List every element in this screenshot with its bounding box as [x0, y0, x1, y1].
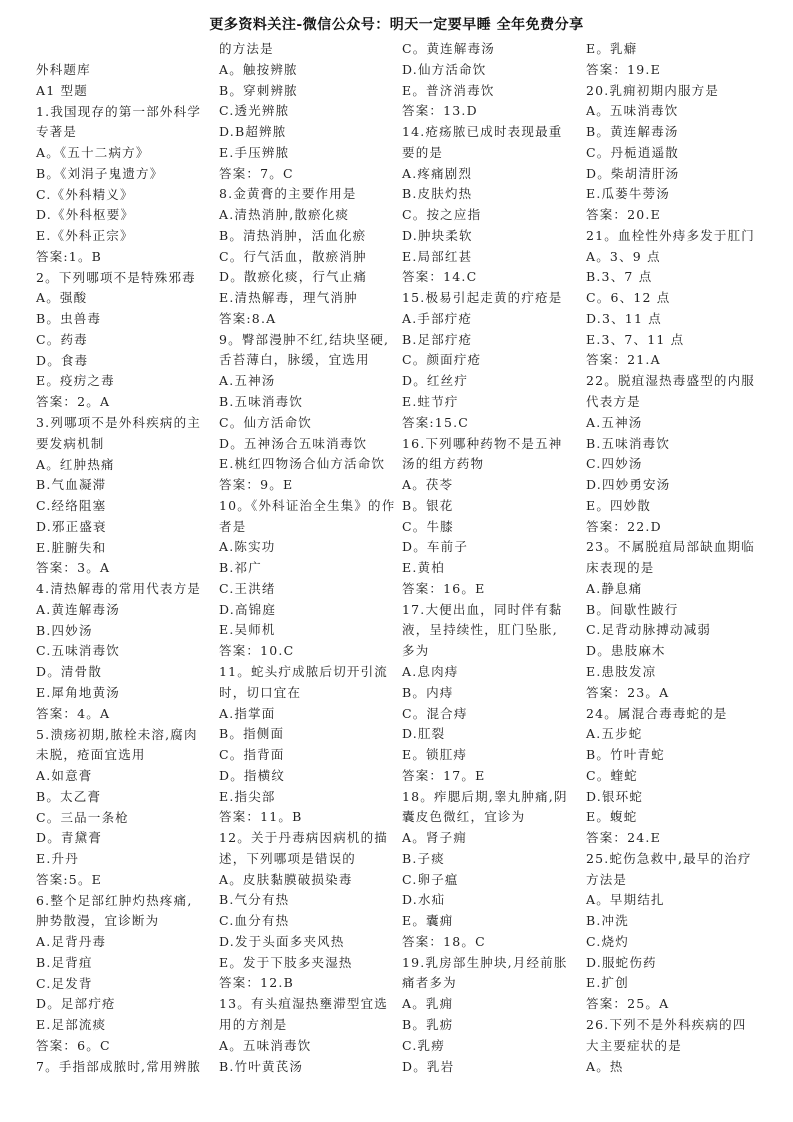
text-line: 18。痄腮后期,睾丸肿痛,阴 [402, 788, 568, 804]
text-line: E。普济消毒饮 [402, 82, 495, 98]
text-line: 1.我国现存的第一部外科学 [36, 103, 202, 119]
text-line: 答案:15.C [402, 414, 470, 430]
text-line: E。四妙散 [586, 497, 652, 513]
text-line: A.五步蛇 [586, 726, 643, 742]
text-line: 答案：2。A [36, 394, 111, 410]
text-line: C.烧灼 [586, 933, 629, 949]
text-line: A。强酸 [36, 290, 88, 306]
text-line: 答案：11。B [219, 809, 303, 825]
text-line: C。6、12 点 [586, 290, 671, 306]
text-line: B.祁广 [219, 560, 262, 576]
text-line: 代表方是 [586, 394, 641, 410]
text-line: C.足发背 [36, 975, 93, 991]
text-line: 答案：13.D [402, 103, 478, 119]
text-line: A。3、9 点 [586, 248, 661, 264]
text-line: E.扩创 [586, 975, 629, 991]
text-line: B.足背疽 [36, 954, 93, 970]
text-line: A.五神汤 [219, 373, 276, 389]
text-line: D.水疝 [402, 892, 446, 908]
text-line: D.肛裂 [402, 726, 446, 742]
page-header-banner: 更多资料关注-微信公众号：明天一定要早睡 全年免费分享 [209, 17, 584, 33]
text-line: 14.疮疡脓已成时表现最重 [402, 124, 563, 140]
text-line: D。红丝疔 [402, 373, 469, 389]
text-line: D。柴胡清肝汤 [586, 165, 680, 181]
text-line: 9。臀部漫肿不红,结块坚硬, [219, 331, 390, 347]
text-line: D.3、11 点 [586, 310, 662, 326]
text-line: E.《外科正宗》 [36, 228, 134, 244]
text-line: 床表现的是 [586, 560, 655, 576]
text-line: C.五味消毒饮 [36, 643, 120, 659]
text-line: 15.极易引起走黄的疔疮是 [402, 290, 563, 306]
text-line: D。足部疔疮 [36, 996, 116, 1012]
text-line: B。虫兽毒 [36, 311, 102, 327]
text-line: 4.清热解毒的常用代表方是 [36, 581, 202, 597]
text-line: B.足部疔疮 [402, 331, 473, 347]
text-line: D。乳岩 [402, 1058, 455, 1074]
text-line: D.仙方活命饮 [402, 61, 487, 77]
text-line: 26.下列不是外科疾病的四 [586, 1016, 747, 1032]
text-line: C。牛膝 [402, 518, 454, 534]
text-line: B.皮肤灼热 [402, 186, 473, 202]
text-line: 答案：16。E [402, 580, 486, 596]
text-line: D.银环蛇 [586, 788, 644, 804]
text-line: E.升丹 [36, 851, 79, 867]
text-line: D.发于头面多夹风热 [219, 933, 345, 949]
text-line: E.3、7、11 点 [586, 331, 685, 347]
text-line: 肿势散漫，宜诊断为 [36, 913, 160, 929]
text-line: B.气血凝滞 [36, 477, 107, 493]
text-line: B。太乙膏 [36, 788, 102, 804]
text-line: B.气分有热 [219, 892, 290, 908]
text-line: A。热 [586, 1058, 624, 1074]
text-line: D。散瘀化痰，行气止痛 [219, 269, 368, 285]
text-line: 答案：21.A [586, 352, 661, 368]
text-line: E.足部流痰 [36, 1017, 107, 1033]
text-line: E.脏腑失和 [36, 539, 107, 555]
text-line: A.清热消肿,散瘀化痰 [219, 207, 350, 223]
text-line: C.《外科精义》 [36, 186, 134, 202]
text-line: C。药毒 [36, 331, 88, 347]
text-line: D。患肢麻木 [586, 643, 666, 659]
text-line: 答案:5。E [36, 871, 102, 887]
text-line: 16.下列哪种药物不是五神 [402, 435, 563, 451]
text-line: B。内痔 [402, 684, 454, 700]
text-line: C.王洪绪 [219, 580, 276, 596]
text-line: 外科题库 [36, 62, 91, 77]
text-line: E。疫疠之毒 [36, 373, 115, 389]
text-line: D。食毒 [36, 352, 89, 368]
text-line: C。颜面疔疮 [402, 352, 482, 368]
text-line: 舌苔薄白，脉缓，宜选用 [219, 352, 370, 368]
text-line: D。五神汤合五味消毒饮 [219, 435, 368, 451]
text-line: D.B超辨脓 [219, 124, 287, 140]
text-line: 要的是 [402, 144, 444, 160]
text-line: B.五味消毒饮 [586, 435, 671, 451]
text-line: 答案：7。C [219, 165, 294, 181]
text-line: 11。蛇头疔成脓后切开引流 [219, 663, 389, 679]
text-line: B。竹叶青蛇 [586, 747, 665, 763]
text-line: A。《五十二病方》 [36, 145, 150, 161]
text-line: B.五味消毒饮 [219, 394, 304, 410]
text-line: 答案:8.A [219, 310, 277, 326]
text-column-1 [36, 60, 214, 1078]
text-line: 8.金黄膏的主要作用是 [219, 186, 357, 202]
text-line: D。清骨散 [36, 664, 103, 680]
text-line: C.乳痨 [402, 1037, 445, 1053]
text-line: A。皮肤黏膜破损染毒 [219, 871, 353, 887]
text-line: 用的方剂是 [219, 1016, 288, 1032]
text-line: B。间歇性跛行 [586, 601, 679, 617]
text-line: D。车前子 [402, 539, 469, 555]
text-line: D.高锦庭 [219, 601, 277, 617]
text-line: A.手部疔疮 [402, 310, 473, 326]
text-line: B。清热消肿，活血化瘀 [219, 227, 367, 243]
text-line: 的方法是 [219, 41, 274, 56]
text-line: B。《刘涓子鬼遗方》 [36, 165, 164, 181]
text-line: C。蝰蛇 [586, 767, 638, 783]
text-line: A。红肿热痛 [36, 456, 115, 472]
text-line: A.五神汤 [586, 414, 643, 430]
text-line: C.透光辨脓 [219, 103, 290, 119]
text-line: E。发于下肢多夹湿热 [219, 954, 353, 970]
text-line: 22。脱疽湿热毒盛型的内服 [586, 373, 756, 389]
text-line: 答案：19.E [586, 61, 661, 77]
text-line: D.《外科枢要》 [36, 207, 135, 223]
text-line: E.桃红四物汤合仙方活命饮 [219, 456, 386, 472]
text-line: 13。有头疽湿热壅滞型宜选 [219, 996, 389, 1012]
text-line: A。早期结扎 [586, 892, 665, 908]
text-line: A1 型题 [36, 82, 88, 98]
text-line: A.静息痛 [586, 580, 643, 596]
text-line: 者是 [219, 518, 247, 534]
text-line: C。按之应指 [402, 207, 482, 223]
text-line: D.服蛇伤药 [586, 954, 657, 970]
text-line: A。五味消毒饮 [586, 103, 679, 119]
text-line: B.3、7 点 [586, 269, 653, 285]
text-line: E。乳癖 [586, 41, 638, 56]
text-line: 方法是 [586, 871, 628, 887]
text-line: 囊皮色微红，宜诊为 [402, 809, 526, 825]
text-line: 时，切口宜在 [219, 684, 302, 700]
text-line: D。青黛膏 [36, 830, 103, 846]
text-line: 7。手指部成脓时,常用辨脓 [36, 1058, 202, 1074]
text-line: E.黄柏 [402, 560, 445, 576]
text-line: E。锁肛痔 [402, 747, 468, 763]
text-line: 答案：24.E [586, 830, 661, 846]
text-line: B。黄连解毒汤 [586, 124, 679, 140]
text-line: 答案：17。E [402, 767, 486, 783]
text-line: E.清热解毒，理气消肿 [219, 290, 358, 306]
text-line: A。肾子痈 [402, 830, 468, 846]
text-line: A.陈实功 [219, 539, 276, 555]
text-line: D.肿块柔软 [402, 227, 473, 243]
text-line: C.足背动脉搏动减弱 [586, 622, 712, 638]
text-line: E.瓜蒌牛蒡汤 [586, 186, 670, 202]
text-line: C.经络阻塞 [36, 498, 107, 514]
text-line: 痛者多为 [402, 975, 457, 991]
text-line: B.四妙汤 [36, 622, 93, 638]
text-line: 答案：14.C [402, 269, 478, 285]
text-column-4 [586, 39, 764, 1077]
text-line: 20.乳痈初期内服方是 [586, 82, 720, 98]
text-line: E。囊痈 [402, 913, 454, 929]
text-line: A.黄连解毒汤 [36, 601, 120, 617]
text-line: A。茯苓 [402, 477, 454, 493]
text-line: B.冲洗 [586, 913, 629, 929]
text-line: 答案：6。C [36, 1037, 111, 1053]
text-line: D。指横纹 [219, 767, 286, 783]
text-line: E.蛀节疔 [402, 394, 459, 410]
text-line: A.如意膏 [36, 768, 93, 784]
text-line: A.息肉痔 [402, 663, 459, 679]
text-line: E.吴师机 [219, 622, 276, 638]
text-line: E.犀角地黄汤 [36, 684, 120, 700]
text-line: C。丹栀逍遥散 [586, 144, 679, 160]
text-line: E.患肢发凉 [586, 663, 657, 679]
text-line: E.局部红甚 [402, 248, 473, 264]
text-line: C。仙方活命饮 [219, 414, 312, 430]
text-line: 多为 [402, 643, 430, 659]
text-line: 6.整个足部红肿灼热疼痛, [36, 892, 193, 908]
text-line: 3.列哪项不是外科疾病的主 [36, 415, 202, 431]
text-line: B.竹叶黄芪汤 [219, 1058, 304, 1074]
text-line: 2。下列哪项不是特殊邪毒 [36, 269, 196, 285]
text-line: 25.蛇伤急救中,最早的治疗 [586, 850, 752, 866]
text-column-2 [219, 39, 397, 1077]
text-column-3 [402, 39, 580, 1077]
text-line: A.指掌面 [219, 705, 276, 721]
text-line: C.血分有热 [219, 913, 290, 929]
text-line: 23。不属脱疽局部缺血期临 [586, 539, 756, 555]
text-line: 答案:1。B [36, 248, 103, 264]
text-line: C。混合痔 [402, 705, 468, 721]
text-line: D.邪正盛衰 [36, 518, 107, 534]
text-line: 17.大便出血，同时伴有黏 [402, 601, 563, 617]
text-line: D.四妙勇安汤 [586, 477, 671, 493]
text-line: 24。属混合毒毒蛇的是 [586, 705, 728, 721]
text-line: 答案：9。E [219, 477, 294, 493]
text-line: E.指尖部 [219, 788, 276, 804]
text-line: B。银花 [402, 497, 454, 513]
text-line: 要发病机制 [36, 435, 105, 451]
text-line: A。乳痈 [402, 996, 454, 1012]
text-line: 答案：22.D [586, 518, 662, 534]
text-line: 答案：3。A [36, 560, 111, 576]
text-line: B。乳疬 [402, 1016, 454, 1032]
text-line: 5.溃疡初期,脓栓未溶,腐肉 [36, 726, 198, 742]
text-line: A。五味消毒饮 [219, 1037, 312, 1053]
text-line: 12。关于丹毒病因病机的描 [219, 830, 389, 846]
text-line: C。黄连解毒汤 [402, 41, 495, 56]
text-line: C.卵子瘟 [402, 871, 459, 887]
text-line: A.疼痛剧烈 [402, 165, 473, 181]
text-line: 未脱，疮面宜选用 [36, 747, 146, 763]
text-line: 答案：10.C [219, 643, 295, 659]
text-line: 液，呈持续性，肛门坠胀, [402, 622, 558, 638]
text-line: E。蝮蛇 [586, 809, 638, 825]
text-line: C。三品一条枪 [36, 809, 129, 825]
text-line: 专著是 [36, 124, 78, 140]
text-line: 汤的组方药物 [402, 456, 485, 472]
text-line: A.足背丹毒 [36, 934, 107, 950]
text-line: B.子痰 [402, 850, 445, 866]
text-line: 19.乳房部生肿块,月经前胀 [402, 954, 568, 970]
text-line: B。穿刺辨脓 [219, 82, 298, 98]
text-line: 答案：23。A [586, 684, 670, 700]
text-line: C.四妙汤 [586, 456, 643, 472]
text-line: 述，下列哪项是错误的 [219, 850, 357, 866]
text-line: 大主要症状的是 [586, 1037, 682, 1053]
text-line: 答案：25。A [586, 996, 670, 1012]
text-line: A。触按辨脓 [219, 61, 298, 77]
text-line: 答案：4。A [36, 705, 111, 721]
text-line: 21。血栓性外痔多发于肛门 [586, 227, 756, 243]
text-line: B。指侧面 [219, 726, 285, 742]
text-line: 答案：18。C [402, 933, 486, 949]
text-line: E.手压辨脓 [219, 144, 290, 160]
text-line: 答案：20.E [586, 207, 661, 223]
text-line: 答案：12.B [219, 975, 294, 991]
text-line: C。指背面 [219, 747, 285, 763]
text-line: C。行气活血，散瘀消肿 [219, 248, 367, 264]
text-line: 10。《外科证治全生集》的作 [219, 497, 396, 513]
